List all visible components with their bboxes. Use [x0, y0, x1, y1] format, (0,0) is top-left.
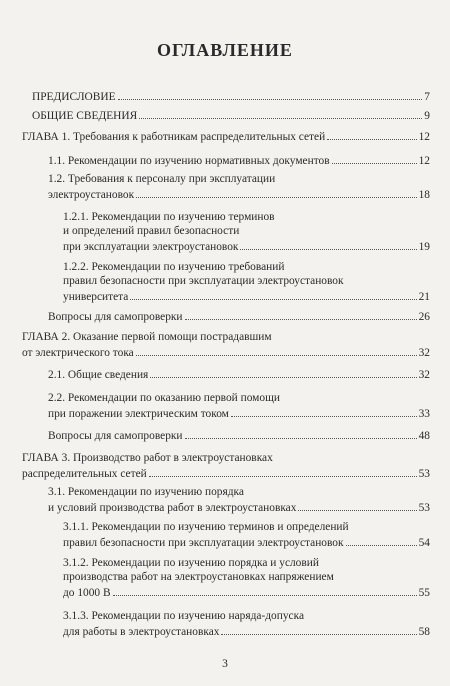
toc-page-number: 55	[418, 587, 430, 599]
toc-entry-title: распределительных сетей	[22, 468, 147, 480]
toc-page-number: 7	[424, 91, 430, 103]
toc-entry[interactable]	[48, 366, 430, 382]
toc-entry-title: и условий производства работ в электроустановках	[48, 502, 297, 514]
toc-entry[interactable]	[48, 427, 430, 443]
toc-entry-title: 1.1. Рекомендации по изучению нормативных документов	[48, 155, 330, 167]
toc-page-number: 18	[418, 189, 430, 201]
toc-entry[interactable]	[63, 210, 430, 254]
dot-leader	[298, 499, 416, 511]
toc-entry-text-line: 2.2. Рекомендации по оказанию первой помощи	[48, 392, 280, 404]
dot-leader	[130, 288, 416, 300]
page-title: ОГЛАВЛЕНИЕ	[157, 40, 293, 60]
toc-entry[interactable]	[63, 260, 430, 304]
toc-entry-title: для работы в электроустановках	[63, 626, 220, 638]
dot-leader	[327, 128, 416, 140]
toc-entry[interactable]	[48, 308, 430, 324]
toc-entry-title: университета	[63, 291, 129, 303]
toc-page-number: 32	[418, 347, 430, 359]
toc-entry-text-line: 1.2. Требования к персоналу при эксплуатации	[48, 173, 276, 185]
toc-entry-text-line: 1.2.2. Рекомендации по изучению требований	[63, 261, 285, 273]
toc-entry-text-line: 3.1.2. Рекомендации по изучению порядка и условий	[63, 557, 319, 569]
toc-entry-title: при поражении электрическим током	[48, 408, 229, 420]
toc-entry-text-line: производства работ на электроустановках напряжением	[63, 571, 334, 583]
toc-page-number: 19	[418, 241, 430, 253]
toc-entry-title: Вопросы для самопроверки	[48, 430, 183, 442]
toc-entry-title: Вопросы для самопроверки	[48, 311, 183, 323]
toc-entry-title: электроустановок	[48, 189, 135, 201]
toc-entry-title: от электрического тока	[22, 347, 134, 359]
toc-entry-text-line: ГЛАВА 2. Оказание первой помощи пострадавшим	[22, 331, 272, 343]
toc-entry[interactable]	[32, 107, 430, 123]
toc-page-number: 58	[418, 626, 430, 638]
dot-leader	[221, 623, 416, 635]
toc-entry-title: ПРЕДИСЛОВИЕ	[32, 91, 116, 103]
dot-leader	[149, 465, 417, 477]
dot-leader	[139, 107, 422, 119]
toc-page-number: 33	[418, 408, 430, 420]
dot-leader	[150, 366, 416, 378]
toc-entry-title: правил безопасности при эксплуатации электроустановок	[63, 537, 344, 549]
dot-leader	[136, 186, 416, 198]
toc-entry[interactable]	[32, 88, 430, 104]
toc-page-number: 9	[424, 110, 430, 122]
toc-page-number: 53	[418, 468, 430, 480]
toc-entry-text-line: и определений правил безопасности	[63, 225, 240, 237]
toc-entry[interactable]	[63, 520, 430, 550]
toc-entry-title: до 1000 В	[63, 587, 111, 599]
dot-leader	[185, 308, 417, 320]
toc-page-number: 32	[418, 369, 430, 381]
dot-leader	[136, 344, 417, 356]
toc-entry-text-line: 3.1. Рекомендации по изучению порядка	[48, 486, 244, 498]
toc-page-number: 48	[418, 430, 430, 442]
toc-entry[interactable]	[48, 172, 430, 202]
toc-entry[interactable]	[48, 152, 430, 168]
toc-page-number: 12	[418, 155, 430, 167]
toc-page-number: 26	[418, 311, 430, 323]
toc-entry-text-line: 1.2.1. Рекомендации по изучению терминов	[63, 211, 275, 223]
toc-entry-text-line: 3.1.3. Рекомендации по изучению наряда-допуска	[63, 610, 305, 622]
toc-page-number: 54	[418, 537, 430, 549]
toc-entry-text-line: ГЛАВА 3. Производство работ в электроустановках	[22, 452, 273, 464]
toc-entry[interactable]	[22, 330, 430, 360]
toc-entry-title: ОБЩИЕ СВЕДЕНИЯ	[32, 110, 138, 122]
toc-entry[interactable]	[48, 485, 430, 515]
dot-leader	[185, 427, 417, 439]
dot-leader	[118, 88, 423, 100]
toc-entry-text-line: 3.1.1. Рекомендации по изучению терминов и определений	[63, 521, 349, 533]
toc-entry[interactable]	[63, 609, 430, 639]
dot-leader	[113, 584, 417, 596]
dot-leader	[346, 534, 417, 546]
toc-entry[interactable]	[63, 556, 430, 600]
toc-entry[interactable]	[22, 451, 430, 481]
toc-page-number: 12	[418, 131, 430, 143]
toc-page-number: 21	[418, 291, 430, 303]
dot-leader	[332, 152, 417, 164]
page-number: 3	[222, 658, 228, 670]
toc-entry-text-line: правил безопасности при эксплуатации электроустановок	[63, 275, 344, 287]
toc-entry-title: при эксплуатации электроустановок	[63, 241, 239, 253]
toc-entry-title: 2.1. Общие сведения	[48, 369, 149, 381]
toc-entry-title: ГЛАВА 1. Требования к работникам распределительных сетей	[22, 131, 326, 143]
toc-entry[interactable]	[22, 128, 430, 144]
toc-page-number: 53	[418, 502, 430, 514]
dot-leader	[240, 238, 416, 250]
toc-entry[interactable]	[48, 391, 430, 421]
dot-leader	[231, 405, 417, 417]
